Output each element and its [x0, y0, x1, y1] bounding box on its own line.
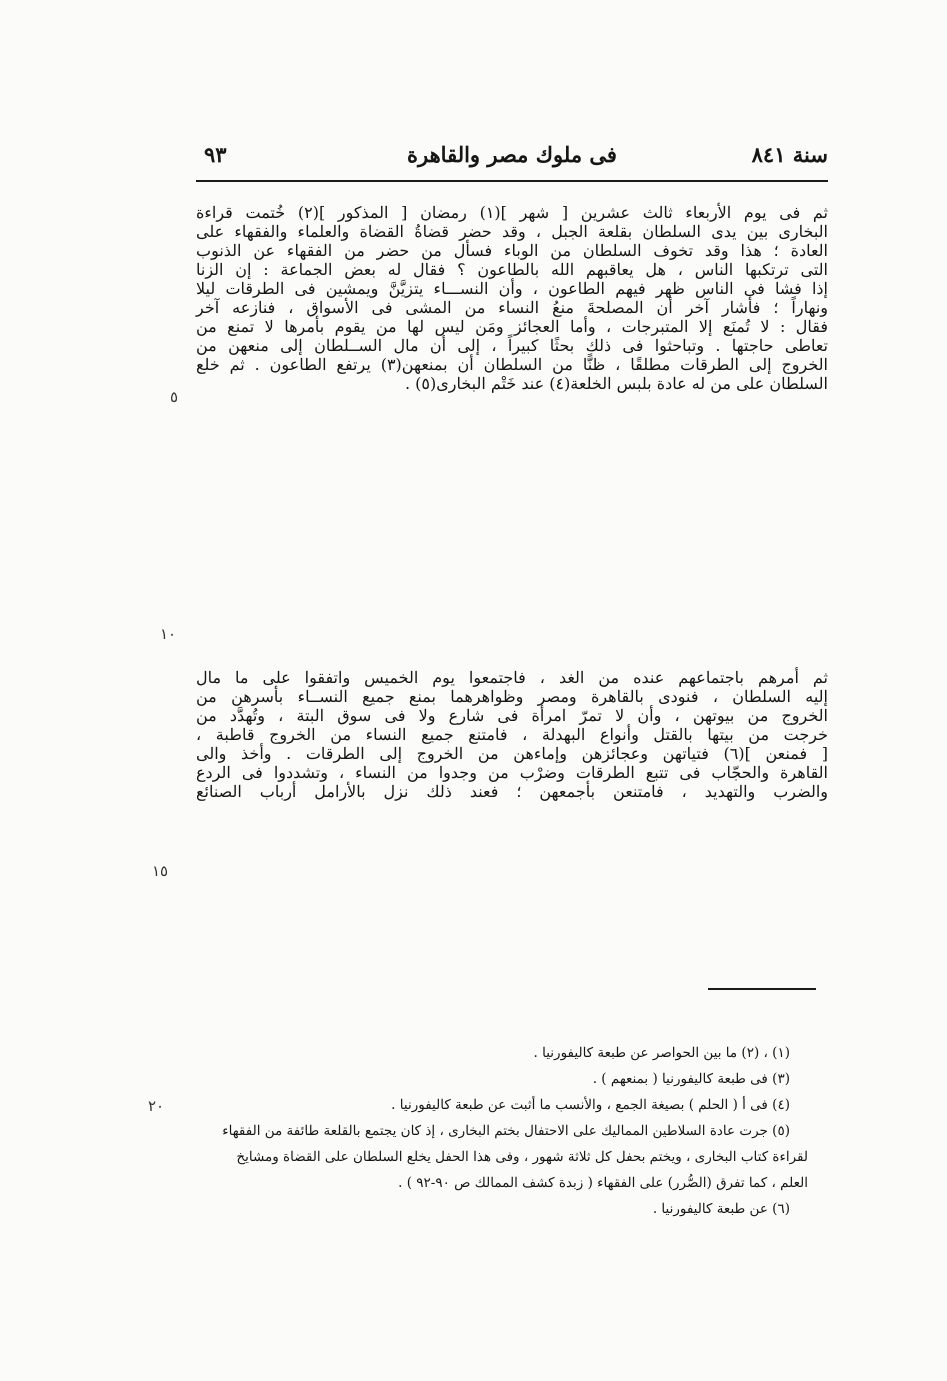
line-number-marker: ١٠: [160, 625, 177, 643]
text-line: إذا فشا فى الناس ظهر فيهم الطاعون ، وأن النســـاء يتزيَّنَّ ويمشين فى الطرقات ليلا: [196, 279, 828, 298]
text-line: ثم أمرهم باجتماعهم عنده من الغد ، فاجتمعوا يوم الخميس واتفقوا على ما مال: [196, 668, 828, 687]
footnote: (١) ، (٢) ما بين الحواصر عن طبعة كاليفورنيا .: [533, 1045, 790, 1061]
text-line: السلطان على من له عادة بلبس الخلعة(٤) عند خَتْم البخارى(٥) .: [404, 374, 828, 393]
text-line: الخروج من بيوتهن ، وأن لا تمرّ امرأة فى شارع ولا فى سوق البتة ، وتُهدَّد من: [196, 706, 828, 725]
text-line: ثم فى يوم الأربعاء ثالث عشرين [ شهر ](١) رمضان [ المذكور ](٢) خُتمت قراءة: [196, 203, 829, 222]
text-line: والضرب والتهديد ، فامتنعن بأجمعهن ؛ فعند ذلك نزل بالأرامل أرباب الصنائع: [196, 782, 828, 801]
text-line: تعاطى حاجتها . وتباحثوا فى ذلك بحثًا كبيراً ، إلى أن مال الســلطان إلى منعهن من: [196, 336, 828, 355]
footnote-continuation: لقراءة كتاب البخارى ، ويختم بحفل كل ثلاثة شهور ، وفى هذا الحفل يخلع السلطان على القضاة ومشايخ: [236, 1149, 808, 1165]
text-line: القاهرة والحجّاب فى تتبع الطرقات وضرْب من وجدوا من النساء ، وتشددوا فى الردع: [196, 763, 828, 782]
line-number-marker: ٥: [170, 388, 179, 406]
text-line: خرجت من بيتها بالقتل وأنواع البهدلة ، فامتنع جميع النساء من الخروج قاطبة ،: [196, 725, 828, 744]
text-line: العادة ؛ هذا وقد تخوف السلطان من الوباء فسأل من حضر من الفقهاء عن الذنوب: [196, 241, 828, 260]
line-number-marker: ٢٠: [148, 1097, 165, 1115]
header-title: فى ملوك مصر والقاهرة: [407, 142, 617, 167]
footnotes: [176, 1040, 808, 1222]
footnote: (٤) فى أ ( الحلم ) بصيغة الجمع ، والأنسب ما أثبت عن طبعة كاليفورنيا .: [391, 1097, 790, 1113]
footnote: (٦) عن طبعة كاليفورنيا .: [652, 1201, 790, 1217]
footnote-separator: [708, 988, 816, 990]
footnote: (٣) فى طبعة كاليفورنيا ( بمنعهم ) .: [592, 1071, 790, 1087]
text-line: ونهاراً ؛ فأشار آخر أن المصلحةَ منعُ النساء من المشى فى الأسواق ، فنازعه آخر: [196, 298, 828, 317]
footnote: (٥) جرت عادة السلاطين المماليك على الاحتفال بختم البخارى ، إذ كان يجتمع بالقلعة طائفة من الفقهاء: [222, 1123, 790, 1139]
text-line: [ فمنعن ](٦) فتياتهن وعجائزهن وإماءهن من الخروج إلى الطرقات . وأخذ والى: [196, 744, 828, 763]
running-header: [196, 142, 828, 176]
text-line: الخروج إلى الطرقات مطلقًا ، ظنًّا من السلطان أن بمنعهن(٣) يرتفع الطاعون . ثم خلع: [196, 355, 828, 374]
paragraph-1: [196, 203, 828, 393]
page-number: ٩٣: [204, 142, 227, 167]
header-year: سنة ٨٤١: [751, 142, 828, 167]
text-line: فقال : لا تُمنَع إلا المتبرجات ، وأما العجائز ومَن ليس لها من يقوم بأمرها لا تمنع من: [196, 317, 828, 336]
text-line: إليه السلطان ، فنودى بالقاهرة ومصر وظواهرهما بمنع جميع النســاء بأسرهن من: [196, 687, 828, 706]
header-rule: [196, 180, 828, 182]
footnote-continuation: العلم ، كما تفرق (الصُّرر) على الفقهاء ( زبدة كشف الممالك ص ٩٠-٩٢ ) .: [398, 1175, 808, 1191]
paragraph-2: [196, 668, 828, 801]
line-number-marker: ١٥: [152, 862, 169, 880]
text-line: التى ترتكبها الناس ، هل يعاقبهم الله بالطاعون ؟ فقال له بعض الجماعة : إن الزنا: [196, 260, 828, 279]
text-line: البخارى بين يدى السلطان بقلعة الجبل ، وقد حضر قضاةُ القضاة والعلماء والفقهاء على: [196, 222, 828, 241]
